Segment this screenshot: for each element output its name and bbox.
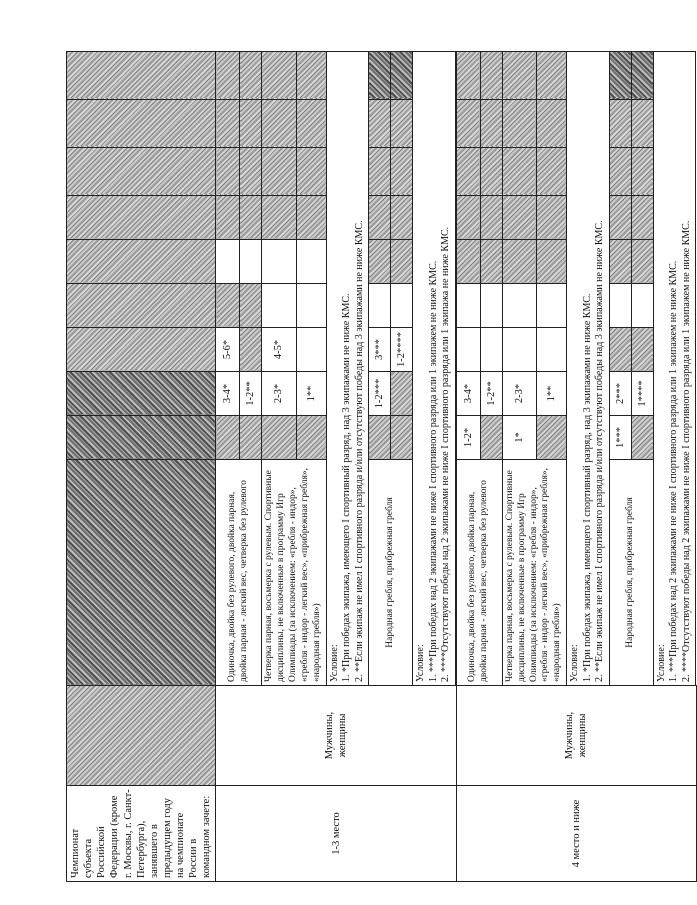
- scan-noise-cell: [391, 372, 413, 416]
- scan-noise-cell: [456, 148, 480, 196]
- result-cell: 1**: [536, 372, 566, 416]
- scan-noise-cell: [456, 240, 480, 284]
- scan-noise-cell: [240, 196, 262, 240]
- gender-cell: Мужчины, женщины: [216, 686, 456, 786]
- discipline-cell: Четверка парная, восьмерка с рулевым. Спортивные дисциплины, не включенные в программу Игр Олимпиады (за исключением: «гребля - индор», «гребля - индор - легкий вес», «прибрежная гребля», «народная гребля»): [502, 460, 566, 686]
- place-cell: 4 место и ниже: [456, 786, 696, 882]
- empty-cell: [391, 284, 413, 328]
- scan-noise-cell: [369, 240, 391, 284]
- scan-noise-cell: [67, 416, 216, 460]
- scan-noise-cell: [609, 240, 631, 284]
- scan-noise-cell: [369, 196, 391, 240]
- empty-cell: [480, 328, 502, 372]
- scan-noise-cell: [536, 416, 566, 460]
- condition-cell: [567, 52, 610, 686]
- scan-noise-cell: [262, 196, 296, 240]
- header-row: [67, 52, 216, 882]
- scan-noise-cell: [536, 240, 566, 284]
- discipline-cell: Народная гребля, прибрежная гребля: [609, 460, 653, 686]
- result-cell: 2-3*: [502, 372, 536, 416]
- scan-noise-cell: [391, 148, 413, 196]
- scan-noise-cell: [391, 100, 413, 148]
- scan-noise-cell: [391, 196, 413, 240]
- scan-noise-cell: [480, 148, 502, 196]
- scan-noise-cell: [391, 52, 413, 100]
- table-row: [456, 52, 480, 882]
- scan-noise-cell: [240, 416, 262, 460]
- result-cell: 1-2****: [391, 328, 413, 372]
- condition-title: Условие:: [328, 644, 340, 682]
- empty-cell: [296, 328, 326, 372]
- condition-cell: [413, 52, 456, 686]
- scan-noise-cell: [296, 100, 326, 148]
- scan-noise-cell: [609, 328, 631, 372]
- scan-noise-cell: [67, 100, 216, 148]
- scan-noise-cell: [480, 52, 502, 100]
- scan-noise-cell: [536, 52, 566, 100]
- scan-noise-cell: [502, 148, 536, 196]
- scan-noise-cell: [67, 686, 216, 786]
- discipline-cell: Одиночка, двойка без рулевого, двойка парная, двойка парная - легкий вес, четверка без рулевого: [216, 460, 262, 686]
- empty-cell: [502, 328, 536, 372]
- scanned-table: [66, 52, 692, 882]
- scan-noise-cell: [609, 52, 631, 100]
- discipline-cell: Четверка парная, восьмерка с рулевым. Спортивные дисциплины, не включенные в программу Игр Олимпиады (за исключением: «гребля - индор», «гребля - индор - легкий вес», «прибрежная гребля», «народная гребля»): [262, 460, 326, 686]
- scan-noise-cell: [67, 52, 216, 100]
- result-cell: 1*: [502, 416, 536, 460]
- scan-noise-cell: [631, 416, 653, 460]
- scan-noise-cell: [67, 148, 216, 196]
- empty-cell: [216, 240, 240, 284]
- scan-noise-cell: [296, 416, 326, 460]
- condition-line: 2. ****Отсутствуют победы над 2 экипажами не ниже I спортивного разряда или 1 экипажа не ниже КМС.: [440, 226, 452, 682]
- scan-noise-cell: [262, 100, 296, 148]
- scan-noise-cell: [609, 196, 631, 240]
- condition-line: 1. *При победах экипажа, имеющего I спортивный разряд, над 3 экипажами не ниже КМС.: [581, 293, 593, 682]
- scan-noise-cell: [631, 100, 653, 148]
- empty-cell: [296, 284, 326, 328]
- scan-noise-cell: [480, 196, 502, 240]
- empty-cell: [369, 284, 391, 328]
- scan-noise-cell: [631, 148, 653, 196]
- condition-line: 1. ***При победах над 2 экипажами не ниже I спортивного разряда или 1 экипажем не ниже КМС.: [668, 260, 680, 682]
- scan-noise-cell: [456, 52, 480, 100]
- scan-noise-cell: [480, 100, 502, 148]
- condition-title: Условие:: [415, 644, 427, 682]
- scan-noise-cell: [240, 328, 262, 372]
- scan-noise-cell: [216, 284, 240, 328]
- scan-noise-cell: [631, 52, 653, 100]
- scan-noise-cell: [296, 52, 326, 100]
- result-cell: 3***: [369, 328, 391, 372]
- result-cell: 4-5*: [262, 328, 296, 372]
- result-cell: 2***: [609, 372, 631, 416]
- scan-noise-cell: [609, 148, 631, 196]
- rotated-table-container: [66, 52, 692, 882]
- scan-noise-cell: [369, 416, 391, 460]
- scan-noise-cell: [216, 416, 240, 460]
- scan-noise-cell: [631, 240, 653, 284]
- condition-line: 1. ***При победах над 2 экипажами не ниже I спортивного разряда или 1 экипажем не ниже КМС.: [427, 260, 439, 682]
- scan-noise-cell: [369, 100, 391, 148]
- empty-cell: [262, 284, 296, 328]
- empty-cell: [502, 284, 536, 328]
- empty-cell: [609, 284, 631, 328]
- result-cell: 5-6*: [216, 328, 240, 372]
- scan-noise-cell: [67, 372, 216, 416]
- condition-line: 2. **Если экипаж не имел I спортивного разряда и/или отсутствуют победы над 3 экипажами не ниже КМС.: [353, 220, 365, 682]
- table-row: [216, 52, 240, 882]
- scan-noise-cell: [262, 148, 296, 196]
- scan-noise-cell: [609, 100, 631, 148]
- condition-title: Условие:: [655, 644, 667, 682]
- result-cell: 1****: [631, 372, 653, 416]
- condition-line: 1. *При победах экипажа, имеющего I спортивный разряд, над 3 экипажами не ниже КМС.: [341, 293, 353, 682]
- scan-noise-cell: [631, 196, 653, 240]
- scan-noise-cell: [502, 240, 536, 284]
- scan-noise-cell: [391, 416, 413, 460]
- empty-cell: [480, 284, 502, 328]
- scan-noise-cell: [502, 196, 536, 240]
- scan-noise-cell: [369, 148, 391, 196]
- scan-noise-cell: [296, 148, 326, 196]
- result-cell: 1***: [609, 416, 631, 460]
- condition-cell: [326, 52, 369, 686]
- scan-noise-cell: [480, 240, 502, 284]
- scan-noise-cell: [502, 100, 536, 148]
- scan-noise-cell: [369, 52, 391, 100]
- result-cell: 3-4*: [216, 372, 240, 416]
- condition-title: Условие:: [569, 644, 581, 682]
- scan-noise-cell: [216, 100, 240, 148]
- condition-line: 2. ****Отсутствуют победы над 2 экипажами не ниже I спортивного разряда или 1 экипажем не ниже КМС.: [680, 220, 692, 682]
- scan-noise-cell: [240, 100, 262, 148]
- scan-noise-cell: [216, 196, 240, 240]
- scan-noise-cell: [67, 240, 216, 284]
- empty-cell: [631, 284, 653, 328]
- empty-cell: [536, 328, 566, 372]
- scan-noise-cell: [631, 328, 653, 372]
- header-left-cell: Чемпионат субъекта Российской Федерации (кроме г. Москвы, г. Санкт-Петербурга), занявшего в предыдущем году на чемпионате России в командном зачете:: [67, 786, 216, 882]
- scan-noise-cell: [67, 328, 216, 372]
- discipline-cell: Народная гребля, прибрежная гребля: [369, 460, 413, 686]
- scan-noise-cell: [456, 100, 480, 148]
- scan-noise-cell: [536, 148, 566, 196]
- scan-noise-cell: [480, 416, 502, 460]
- result-cell: 2-3*: [262, 372, 296, 416]
- scan-noise-cell: [536, 100, 566, 148]
- empty-cell: [536, 284, 566, 328]
- scan-noise-cell: [67, 460, 216, 686]
- scan-noise-cell: [240, 52, 262, 100]
- scan-noise-cell: [502, 52, 536, 100]
- result-cell: 1-2*: [456, 416, 480, 460]
- scan-noise-cell: [67, 196, 216, 240]
- scan-noise-cell: [67, 284, 216, 328]
- scan-noise-cell: [456, 196, 480, 240]
- result-cell: 1-2**: [480, 372, 502, 416]
- empty-cell: [296, 240, 326, 284]
- scan-noise-cell: [216, 52, 240, 100]
- discipline-cell: Одиночка, двойка без рулевого, двойка парная, двойка парная - легкий вес, четверка без рулевого: [456, 460, 502, 686]
- scan-noise-cell: [296, 196, 326, 240]
- scan-noise-cell: [536, 196, 566, 240]
- condition-cell: [653, 52, 696, 686]
- scan-noise-cell: [216, 148, 240, 196]
- gender-cell: Мужчины, женщины: [456, 686, 696, 786]
- empty-cell: [240, 240, 262, 284]
- empty-cell: [456, 328, 480, 372]
- result-cell: 1-2**: [240, 372, 262, 416]
- place-cell: 1-3 место: [216, 786, 456, 882]
- result-cell: 3-4*: [456, 372, 480, 416]
- scan-noise-cell: [240, 284, 262, 328]
- condition-line: 2. **Если экипаж не имел I спортивного разряда и/или отсутствуют победы над 3 экипажами не ниже КМС.: [594, 220, 606, 682]
- empty-cell: [456, 284, 480, 328]
- scan-noise-cell: [240, 148, 262, 196]
- scan-noise-cell: [262, 52, 296, 100]
- scan-noise-cell: [391, 240, 413, 284]
- scan-noise-cell: [262, 416, 296, 460]
- result-cell: 1-2***: [369, 372, 391, 416]
- norms-table: [66, 51, 697, 882]
- result-cell: 1**: [296, 372, 326, 416]
- empty-cell: [262, 240, 296, 284]
